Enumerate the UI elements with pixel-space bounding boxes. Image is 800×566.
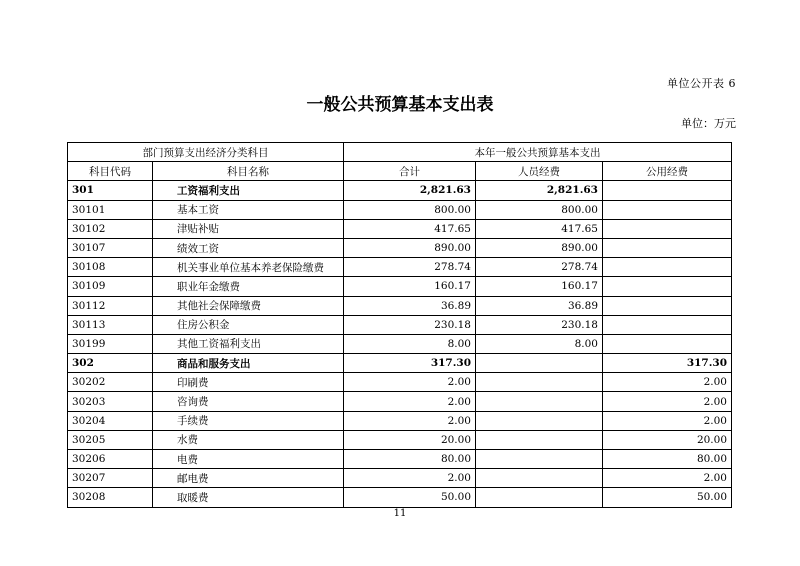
cell-code: 30102 — [68, 219, 153, 238]
cell-total: 36.89 — [344, 296, 476, 315]
cell-public: 317.30 — [603, 354, 732, 373]
table-row — [68, 411, 732, 430]
cell-personnel — [476, 488, 603, 507]
cell-public — [603, 238, 732, 257]
cell-public: 20.00 — [603, 430, 732, 449]
cell-total: 2,821.63 — [344, 181, 476, 200]
cell-code: 301 — [68, 181, 153, 200]
table-row — [68, 200, 732, 219]
form-number: 单位公开表 6 — [667, 77, 736, 90]
cell-public — [603, 258, 732, 277]
table-row — [68, 392, 732, 411]
header-code: 科目代码 — [68, 162, 153, 181]
table-row — [68, 334, 732, 353]
cell-name: 工资福利支出 — [153, 181, 344, 200]
cell-code: 30107 — [68, 238, 153, 257]
cell-total: 2.00 — [344, 373, 476, 392]
page-number: 11 — [393, 508, 407, 519]
cell-code: 30109 — [68, 277, 153, 296]
cell-total: 2.00 — [344, 392, 476, 411]
cell-total: 2.00 — [344, 469, 476, 488]
cell-public: 2.00 — [603, 411, 732, 430]
cell-total: 2.00 — [344, 411, 476, 430]
cell-public — [603, 315, 732, 334]
cell-name: 电费 — [153, 450, 344, 469]
cell-name: 邮电费 — [153, 469, 344, 488]
page-title: 一般公共预算基本支出表 — [306, 95, 494, 115]
cell-total: 278.74 — [344, 258, 476, 277]
cell-personnel — [476, 450, 603, 469]
cell-code: 30207 — [68, 469, 153, 488]
cell-personnel — [476, 392, 603, 411]
cell-name: 其他工资福利支出 — [153, 334, 344, 353]
cell-code: 30205 — [68, 430, 153, 449]
cell-personnel: 230.18 — [476, 315, 603, 334]
header-name: 科目名称 — [153, 162, 344, 181]
cell-code: 30112 — [68, 296, 153, 315]
table-row — [68, 258, 732, 277]
cell-public: 2.00 — [603, 392, 732, 411]
cell-total: 8.00 — [344, 334, 476, 353]
cell-personnel — [476, 373, 603, 392]
cell-public: 80.00 — [603, 450, 732, 469]
cell-total: 80.00 — [344, 450, 476, 469]
cell-personnel: 36.89 — [476, 296, 603, 315]
cell-total: 800.00 — [344, 200, 476, 219]
cell-code: 30202 — [68, 373, 153, 392]
cell-name: 津贴补贴 — [153, 219, 344, 238]
cell-total: 230.18 — [344, 315, 476, 334]
cell-name: 手续费 — [153, 411, 344, 430]
cell-public: 2.00 — [603, 373, 732, 392]
cell-total: 890.00 — [344, 238, 476, 257]
cell-public — [603, 296, 732, 315]
table-row — [68, 181, 732, 200]
cell-name: 咨询费 — [153, 392, 344, 411]
budget-table — [67, 142, 732, 508]
table-row — [68, 296, 732, 315]
cell-personnel: 8.00 — [476, 334, 603, 353]
cell-name: 绩效工资 — [153, 238, 344, 257]
cell-name: 基本工资 — [153, 200, 344, 219]
cell-personnel: 890.00 — [476, 238, 603, 257]
cell-name: 水费 — [153, 430, 344, 449]
cell-personnel: 417.65 — [476, 219, 603, 238]
cell-code: 30199 — [68, 334, 153, 353]
cell-total: 50.00 — [344, 488, 476, 507]
cell-public — [603, 277, 732, 296]
cell-public — [603, 334, 732, 353]
table-row — [68, 238, 732, 257]
table-row — [68, 430, 732, 449]
cell-public — [603, 219, 732, 238]
cell-name: 住房公积金 — [153, 315, 344, 334]
cell-name: 印刷费 — [153, 373, 344, 392]
table-row — [68, 354, 732, 373]
table-row — [68, 488, 732, 507]
cell-code: 30206 — [68, 450, 153, 469]
cell-personnel — [476, 354, 603, 373]
cell-public — [603, 181, 732, 200]
cell-name: 机关事业单位基本养老保险缴费 — [153, 258, 344, 277]
cell-code: 30204 — [68, 411, 153, 430]
cell-personnel — [476, 469, 603, 488]
header-basic-expenditure: 本年一般公共预算基本支出 — [344, 143, 732, 162]
cell-total: 417.65 — [344, 219, 476, 238]
cell-personnel: 278.74 — [476, 258, 603, 277]
header-column-row — [68, 162, 732, 181]
cell-personnel — [476, 411, 603, 430]
table-row — [68, 450, 732, 469]
cell-code: 30208 — [68, 488, 153, 507]
cell-public: 50.00 — [603, 488, 732, 507]
table-row — [68, 219, 732, 238]
cell-code: 302 — [68, 354, 153, 373]
cell-name: 取暖费 — [153, 488, 344, 507]
cell-code: 30101 — [68, 200, 153, 219]
cell-name: 其他社会保障缴费 — [153, 296, 344, 315]
cell-total: 20.00 — [344, 430, 476, 449]
header-economic-classification: 部门预算支出经济分类科目 — [68, 143, 344, 162]
cell-public: 2.00 — [603, 469, 732, 488]
cell-personnel — [476, 430, 603, 449]
cell-name: 商品和服务支出 — [153, 354, 344, 373]
table-row — [68, 315, 732, 334]
cell-total: 317.30 — [344, 354, 476, 373]
cell-code: 30108 — [68, 258, 153, 277]
cell-name: 职业年金缴费 — [153, 277, 344, 296]
cell-total: 160.17 — [344, 277, 476, 296]
header-personnel: 人员经费 — [476, 162, 603, 181]
cell-code: 30203 — [68, 392, 153, 411]
table-row — [68, 277, 732, 296]
cell-personnel: 2,821.63 — [476, 181, 603, 200]
cell-personnel: 160.17 — [476, 277, 603, 296]
header-group-row — [68, 143, 732, 162]
table-row — [68, 373, 732, 392]
table-row — [68, 469, 732, 488]
header-public: 公用经费 — [603, 162, 732, 181]
cell-code: 30113 — [68, 315, 153, 334]
header-total: 合计 — [344, 162, 476, 181]
cell-personnel: 800.00 — [476, 200, 603, 219]
unit-label: 单位：万元 — [681, 117, 736, 130]
table-body — [68, 181, 732, 507]
cell-public — [603, 200, 732, 219]
